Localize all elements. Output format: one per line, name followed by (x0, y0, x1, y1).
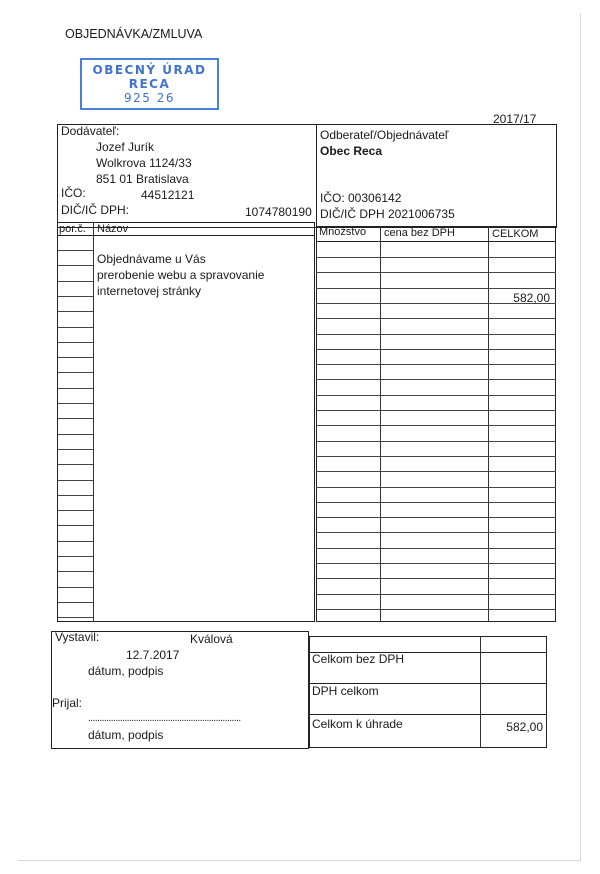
item-description-line-1: Objednávame u Vás (97, 252, 206, 266)
number-row-line (57, 510, 93, 511)
value-row-line (316, 395, 556, 396)
number-row-line (57, 372, 93, 373)
stamp-line-1: OBECNÝ ÚRAD (92, 63, 207, 77)
date-sign-label-2: dátum, podpis (88, 728, 164, 742)
number-row-line (57, 571, 93, 572)
customer-dic: DIČ/IČ DPH 2021006735 (320, 207, 455, 221)
value-row-line (316, 548, 556, 549)
item-description-line-2: prerobenie webu a spravovanie (97, 268, 265, 282)
value-row-line (316, 471, 556, 472)
value-row-line (316, 425, 556, 426)
summary-to-pay-value: 582,00 (506, 720, 543, 734)
item-description-line-3: internetovej stránky (97, 284, 202, 298)
number-row-line (57, 311, 93, 312)
number-row-line (57, 434, 93, 435)
number-row-line (57, 250, 93, 251)
document-number: 2017/17 (493, 112, 537, 126)
number-row-line (57, 296, 93, 297)
issued-label: Vystavil: (55, 630, 100, 644)
value-row-line (316, 563, 556, 564)
col-header-price: cena bez DPH (384, 227, 455, 239)
date-sign-label-1: dátum, podpis (88, 664, 164, 678)
supplier-label: Dodávateľ: (61, 124, 120, 138)
document-title: OBJEDNÁVKA/ZMLUVA (65, 27, 203, 41)
issued-name: Kválová (190, 632, 233, 646)
number-row-line (57, 525, 93, 526)
header-row-line-right (316, 241, 556, 242)
number-row-line (57, 342, 93, 343)
signature-dots: ................................................................... (88, 713, 241, 724)
number-row-line (57, 556, 93, 557)
received-label: Prijal: (52, 696, 83, 710)
value-row-line (316, 349, 556, 350)
supplier-ico-value: 44512121 (141, 188, 195, 202)
value-row-line (316, 594, 556, 595)
summary-vat-label: DPH celkom (312, 684, 379, 698)
number-row-line (57, 281, 93, 282)
supplier-ico-label: IČO: (61, 186, 86, 200)
items-left-box (57, 222, 315, 622)
number-row-line (57, 418, 93, 419)
summary-line-3 (309, 714, 547, 715)
col-header-qty: Množstvo (319, 226, 367, 238)
value-row-line (316, 334, 556, 335)
value-row-line (316, 379, 556, 380)
customer-ico: IČO: 00306142 (320, 191, 402, 205)
col-header-total: CELKOM (492, 228, 539, 240)
supplier-city: 851 01 Bratislava (96, 172, 189, 186)
col-header-name: Názov (97, 223, 129, 235)
col-sep-num (93, 222, 94, 622)
number-row-line (57, 602, 93, 603)
number-row-line (57, 587, 93, 588)
value-row-line (316, 364, 556, 365)
value-row-line (316, 487, 556, 488)
number-row-line (57, 265, 93, 266)
value-row-line (316, 609, 556, 610)
stamp-line-3: 925 26 (124, 91, 175, 105)
value-row-line (316, 257, 556, 258)
number-row-line (57, 449, 93, 450)
col-header-num: por.č. (59, 223, 86, 235)
item-total-value: 582,00 (513, 291, 550, 305)
number-row-line (57, 403, 93, 404)
number-row-line (57, 388, 93, 389)
value-row-line (316, 410, 556, 411)
number-row-line (57, 464, 93, 465)
value-row-line (316, 441, 556, 442)
summary-to-pay-label: Celkom k úhrade (312, 717, 403, 731)
value-row-line (316, 288, 556, 289)
customer-name: Obec Reca (320, 144, 383, 158)
office-stamp (80, 58, 219, 110)
supplier-street: Wolkrova 1124/33 (96, 156, 192, 170)
header-row-line-left (57, 235, 315, 236)
supplier-name: Jozef Jurík (96, 140, 155, 154)
value-row-line (316, 502, 556, 503)
value-row-line (316, 272, 556, 273)
number-row-line (57, 327, 93, 328)
stamp-line-2: RECA (128, 77, 171, 91)
value-row-line (316, 318, 556, 319)
value-row-line (316, 532, 556, 533)
number-row-line (57, 617, 93, 618)
summary-without-vat-label: Celkom bez DPH (312, 652, 405, 666)
number-row-line (57, 495, 93, 496)
issued-date: 12.7.2017 (126, 648, 180, 662)
number-row-line (57, 480, 93, 481)
supplier-dic-label: DIČ/IČ DPH: (61, 203, 130, 217)
value-row-line (316, 578, 556, 579)
customer-label: Odberateľ/Objednávateľ (320, 128, 449, 142)
value-row-line (316, 517, 556, 518)
supplier-dic-value: 1074780190 (245, 205, 312, 219)
number-row-line (57, 357, 93, 358)
number-row-line (57, 541, 93, 542)
value-row-line (316, 456, 556, 457)
